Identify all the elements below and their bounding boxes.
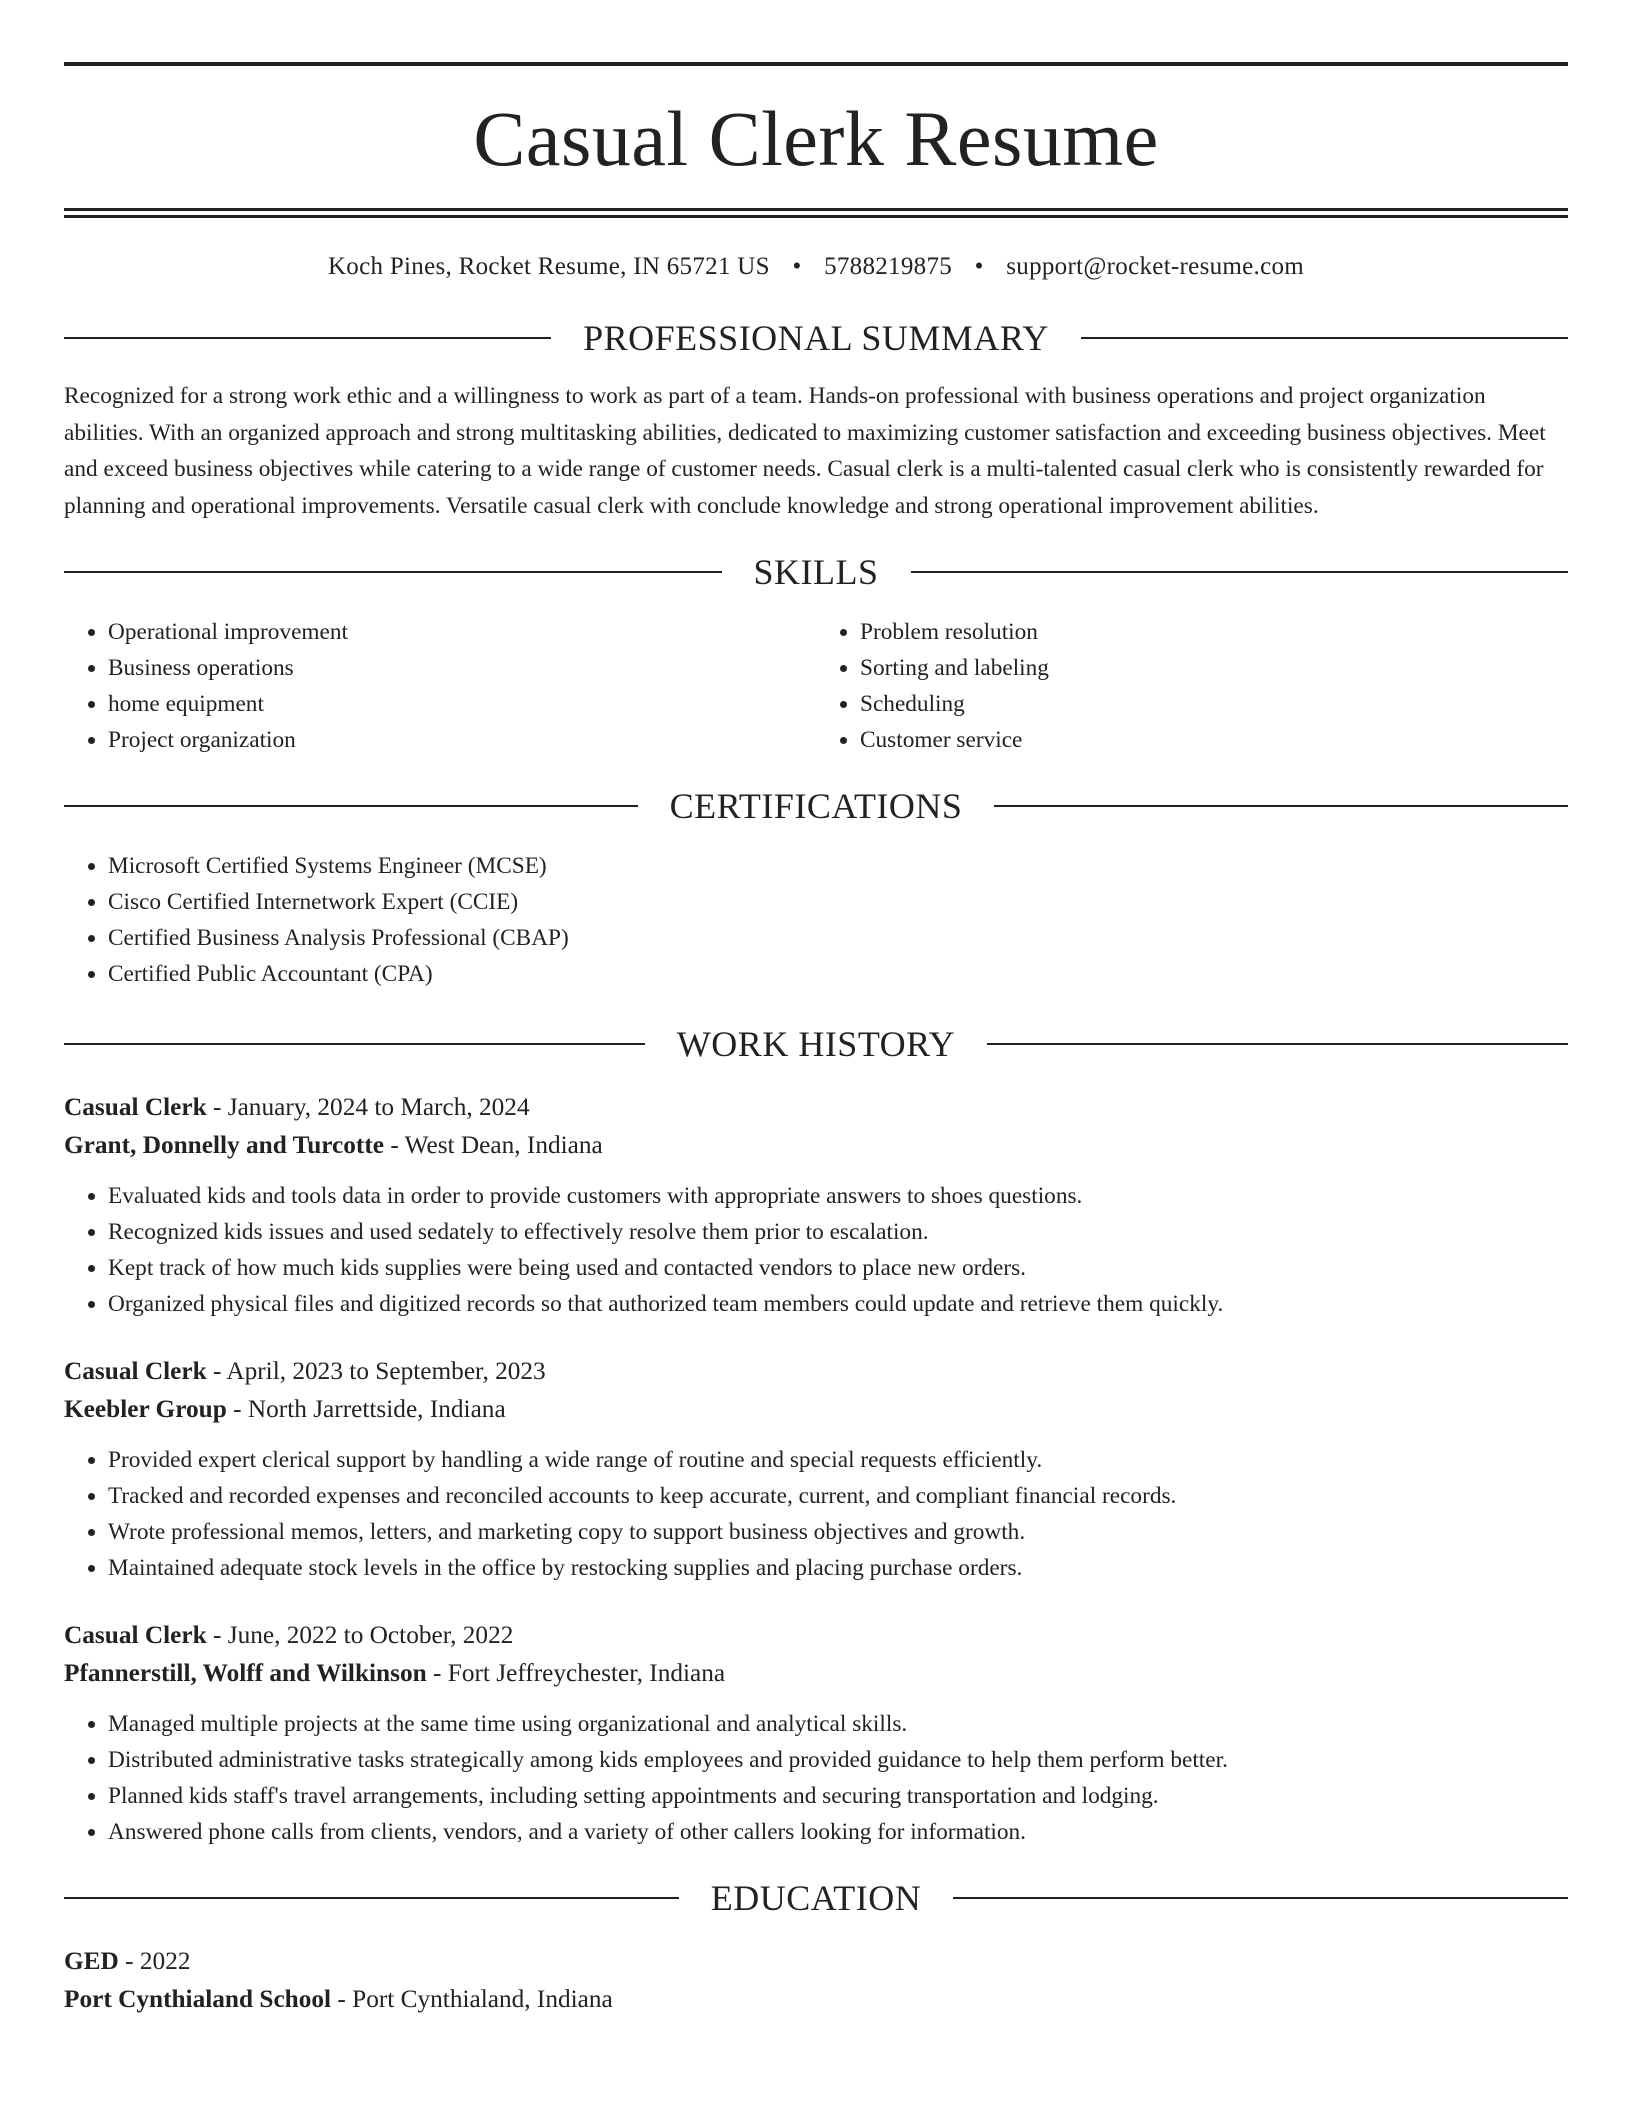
job-bullet: • Planned kids staff's travel arrangements, including setting appointments and securing transportation and lodging.	[108, 1778, 1568, 1814]
education-degree: GED	[64, 1947, 119, 1975]
job-bullet: • Provided expert clerical support by handling a wide range of routine and special requests efficiently.	[108, 1442, 1568, 1478]
certification-item: • Microsoft Certified Systems Engineer (MCSE)	[108, 848, 1568, 884]
section-rule-left	[64, 1043, 645, 1045]
section-rule-right	[987, 1043, 1568, 1045]
section-rule-left	[64, 571, 722, 573]
job-bullets	[64, 1442, 1568, 1586]
job-bullet: • Answered phone calls from clients, vendors, and a variety of other callers looking for information.	[108, 1814, 1568, 1850]
top-rule	[64, 62, 1568, 66]
contact-separator: •	[974, 253, 984, 280]
skills-list-left	[64, 614, 816, 758]
section-rule-left	[64, 1897, 679, 1899]
job-bullets	[64, 1178, 1568, 1322]
job-title-line	[64, 1088, 1568, 1126]
job-dates: - April, 2023 to September, 2023	[206, 1357, 546, 1385]
skill-item: • Project organization	[108, 722, 816, 758]
certifications-list	[64, 848, 1568, 992]
section-rule-left	[64, 805, 638, 807]
section-rule-right	[1081, 337, 1568, 339]
summary-text: Recognized for a strong work ethic and a willingness to work as part of a team. Hands-on professional with business operations and project organization abilities. With an organized approach and strong multitasking abilities, dedicated to maximizing customer satisfaction and exceeding business objectives. Meet and exceed business objectives while catering to a wide range of customer needs. Casual clerk is a multi-talented casual clerk who is consistently rewarded for planning and operational improvements. Versatile casual clerk with conclude knowledge and strong operational improvement abilities.	[64, 383, 1546, 519]
job-entry	[64, 1352, 1568, 1586]
section-title-education: EDUCATION	[710, 1878, 922, 1918]
skill-item: • Customer service	[860, 722, 1568, 758]
job-bullet: • Tracked and recorded expenses and reconciled accounts to keep accurate, current, and compliant financial records.	[108, 1478, 1568, 1514]
contact-email: support@rocket-resume.com	[1006, 253, 1305, 280]
contact-address: Koch Pines, Rocket Resume, IN 65721 US	[327, 253, 770, 280]
skills-grid	[64, 614, 1568, 758]
skill-item: • Operational improvement	[108, 614, 816, 650]
section-header-skills	[64, 554, 1568, 590]
job-title: Casual Clerk	[64, 1093, 207, 1121]
contact-phone: 5788219875	[824, 253, 953, 280]
certification-item: • Certified Public Accountant (CPA)	[108, 956, 1568, 992]
section-header-work-history	[64, 1026, 1568, 1062]
job-bullet: • Managed multiple projects at the same time using organizational and analytical skills.	[108, 1706, 1568, 1742]
job-company: Pfannerstill, Wolff and Wilkinson	[64, 1659, 427, 1687]
job-entry	[64, 1088, 1568, 1322]
job-location: - West Dean, Indiana	[384, 1131, 603, 1159]
section-header-certifications	[64, 788, 1568, 824]
education-entry	[64, 1942, 1568, 2018]
skill-item: • Scheduling	[860, 686, 1568, 722]
contact-line	[64, 252, 1568, 282]
section-title-summary: PROFESSIONAL SUMMARY	[583, 318, 1049, 358]
section-rule-right	[994, 805, 1568, 807]
job-bullet: • Organized physical files and digitized records so that authorized team members could update and retrieve them quickly.	[108, 1286, 1568, 1322]
resume-page	[64, 0, 1568, 2018]
section-title-skills: SKILLS	[753, 552, 879, 592]
section-rule-left	[64, 337, 551, 339]
contact-separator: •	[792, 253, 802, 280]
job-company-line	[64, 1654, 1568, 1692]
section-header-education	[64, 1880, 1568, 1916]
job-company-line	[64, 1390, 1568, 1428]
skills-list-right	[816, 614, 1568, 758]
job-company: Grant, Donnelly and Turcotte	[64, 1131, 385, 1159]
skill-item: • home equipment	[108, 686, 816, 722]
job-title-line	[64, 1352, 1568, 1390]
job-bullet: • Distributed administrative tasks strategically among kids employees and provided guidance to help them perform better.	[108, 1742, 1568, 1778]
job-bullet: • Kept track of how much kids supplies were being used and contacted vendors to place new orders.	[108, 1250, 1568, 1286]
job-bullet: • Evaluated kids and tools data in order to provide customers with appropriate answers to shoes questions.	[108, 1178, 1568, 1214]
education-location: - Port Cynthialand, Indiana	[331, 1985, 613, 2013]
section-rule-right	[953, 1897, 1568, 1899]
job-bullet: • Maintained adequate stock levels in the office by restocking supplies and placing purchase orders.	[108, 1550, 1568, 1586]
section-title-certifications: CERTIFICATIONS	[669, 786, 963, 826]
skill-item: • Sorting and labeling	[860, 650, 1568, 686]
job-location: - Fort Jeffreychester, Indiana	[426, 1659, 726, 1687]
job-bullets	[64, 1706, 1568, 1850]
skill-item: • Problem resolution	[860, 614, 1568, 650]
certification-item: • Cisco Certified Internetwork Expert (CCIE)	[108, 884, 1568, 920]
job-location: - North Jarrettside, Indiana	[226, 1395, 506, 1423]
certification-item: • Certified Business Analysis Professional (CBAP)	[108, 920, 1568, 956]
job-company-line	[64, 1126, 1568, 1164]
education-degree-line	[64, 1942, 1568, 1980]
job-dates: - January, 2024 to March, 2024	[206, 1093, 530, 1121]
education-school: Port Cynthialand School	[64, 1985, 332, 2013]
section-title-work-history: WORK HISTORY	[676, 1024, 956, 1064]
job-title: Casual Clerk	[64, 1357, 207, 1385]
job-title-line	[64, 1616, 1568, 1654]
job-bullet: • Wrote professional memos, letters, and marketing copy to support business objectives and growth.	[108, 1514, 1568, 1550]
job-bullet: • Recognized kids issues and used sedately to effectively resolve them prior to escalation.	[108, 1214, 1568, 1250]
job-dates: - June, 2022 to October, 2022	[206, 1621, 514, 1649]
section-header-summary	[64, 320, 1568, 356]
education-school-line	[64, 1980, 1568, 2018]
education-year: - 2022	[118, 1947, 191, 1975]
job-company: Keebler Group	[64, 1395, 227, 1423]
resume-title: Casual Clerk Resume	[473, 95, 1159, 182]
job-entry	[64, 1616, 1568, 1850]
skill-item: • Business operations	[108, 650, 816, 686]
title-double-rule	[64, 208, 1568, 218]
job-title: Casual Clerk	[64, 1621, 207, 1649]
section-rule-right	[911, 571, 1569, 573]
